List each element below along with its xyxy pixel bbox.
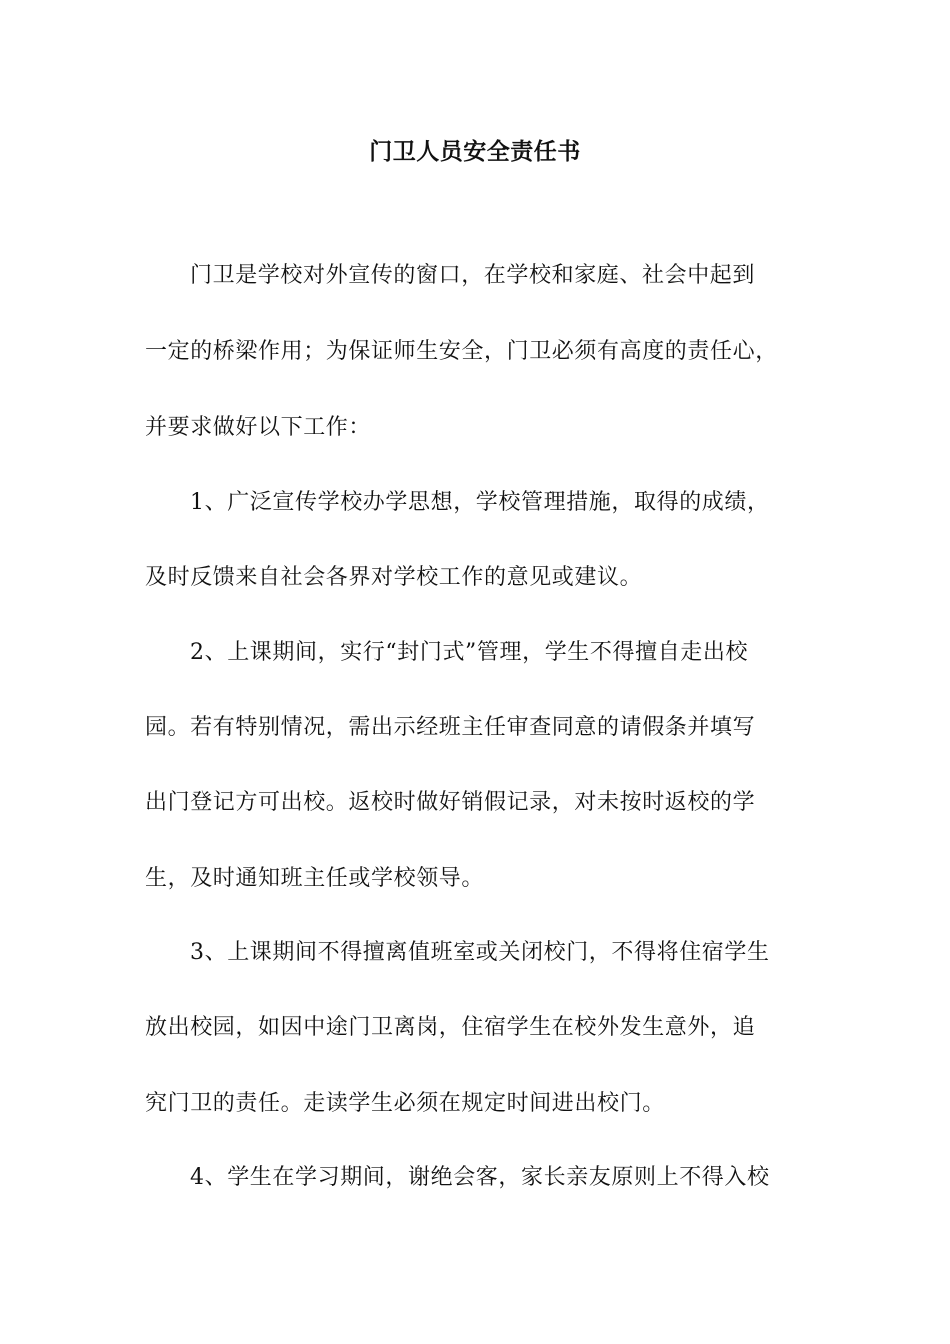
paragraph-line: 2、上课期间，实行“封门式”管理，学生不得擅自走出校	[190, 640, 749, 665]
paragraph-line: 门卫是学校对外宣传的窗口，在学校和家庭、社会中起到	[190, 263, 756, 288]
document-title: 门卫人员安全责任书	[369, 138, 581, 165]
paragraph-line: 3、上课期间不得擅离值班室或关闭校门，不得将住宿学生	[190, 940, 770, 965]
paragraph-line: 生，及时通知班主任或学校领导。	[145, 866, 485, 891]
paragraph-line: 并要求做好以下工作：	[145, 415, 372, 440]
paragraph-line: 放出校园，如因中途门卫离岗，住宿学生在校外发生意外，追	[145, 1015, 756, 1040]
paragraph-line: 园。若有特别情况，需出示经班主任审查同意的请假条并填写	[145, 715, 756, 740]
paragraph-line: 1、广泛宣传学校办学思想，学校管理措施，取得的成绩，	[190, 490, 770, 515]
paragraph-line: 出门登记方可出校。返校时做好销假记录，对未按时返校的学	[145, 790, 756, 815]
paragraph-line: 及时反馈来自社会各界对学校工作的意见或建议。	[145, 565, 643, 590]
paragraph-line: 一定的桥梁作用；为保证师生安全，门卫必须有高度的责任心，	[145, 339, 778, 364]
paragraph-line: 4、学生在学习期间，谢绝会客，家长亲友原则上不得入校	[190, 1165, 770, 1190]
paragraph-line: 究门卫的责任。走读学生必须在规定时间进出校门。	[145, 1091, 665, 1116]
